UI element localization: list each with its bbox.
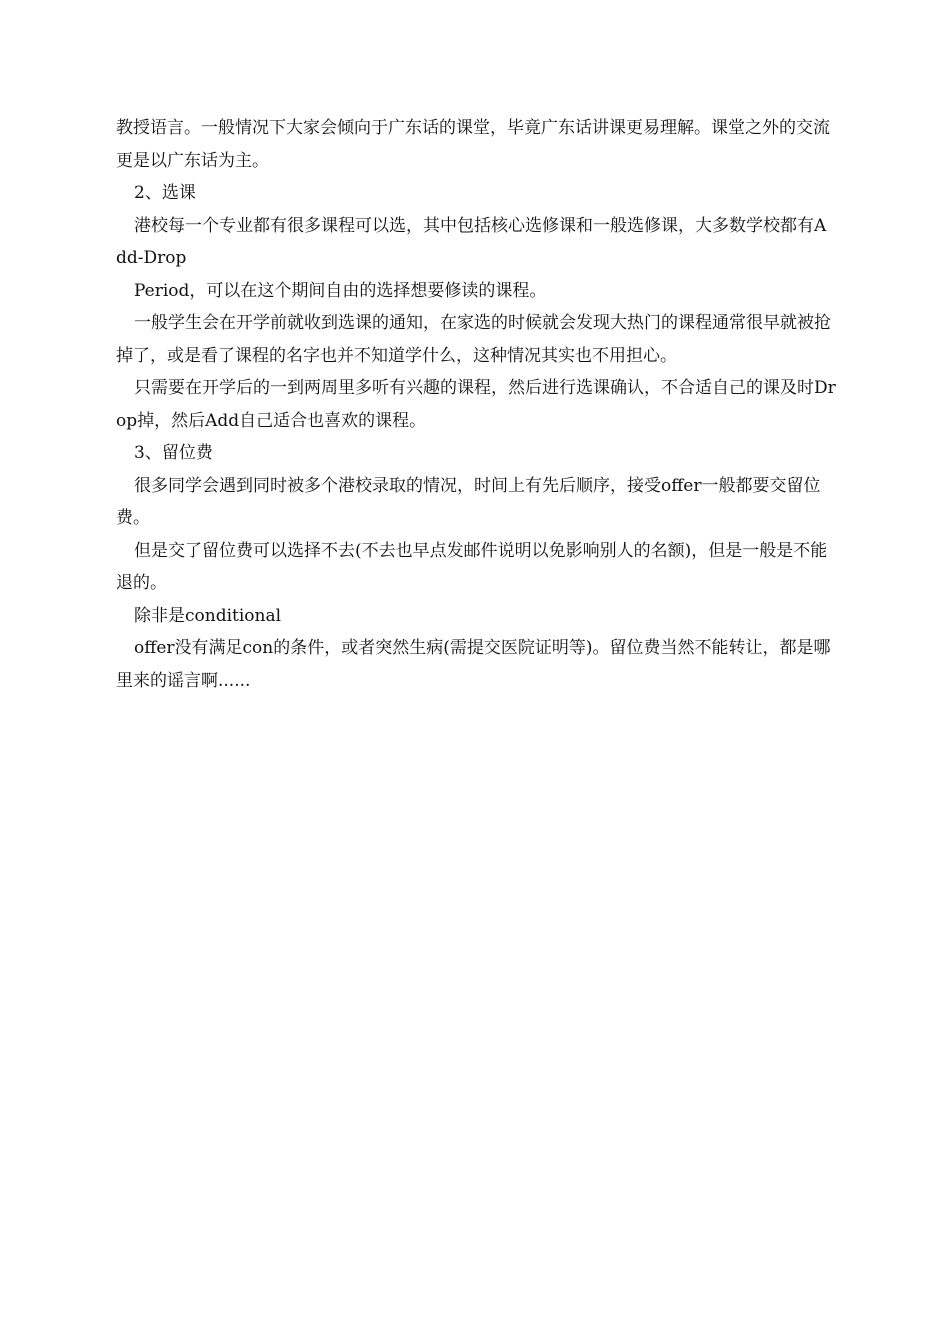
paragraph-conditional-offer: offer没有满足con的条件，或者突然生病(需提交医院证明等)。留位费当然不能转让，都是哪里来的谣言啊......: [116, 638, 831, 691]
paragraph-multiple-offers: 很多同学会遇到同时被多个港校录取的情况，时间上有先后顺序，接受offer一般都要交留位费。: [116, 475, 821, 528]
paragraph-selection-notice: 一般学生会在开学前就收到选课的通知，在家选的时候就会发现大热门的课程通常很早就被抢掉了，或是看了课程的名字也并不知道学什么，这种情况其实也不用担心。: [116, 313, 831, 366]
paragraph-audit-courses: 只需要在开学后的一到两周里多听有兴趣的课程，然后进行选课确认，不合适自己的课及时Drop掉，然后Add自己适合也喜欢的课程。: [116, 378, 836, 431]
paragraph-add-drop-period: Period，可以在这个期间自由的选择想要修读的课程。: [134, 280, 547, 301]
paragraph-course-options: 港校每一个专业都有很多课程可以选，其中包括核心选修课和一般选修课，大多数学校都有Add-Drop: [116, 215, 827, 268]
document-body: [116, 112, 836, 697]
paragraph-conditional: 除非是conditional: [134, 605, 282, 626]
paragraph-teaching-language: 教授语言。一般情况下大家会倾向于广东话的课堂，毕竟广东话讲课更易理解。课堂之外的交流更是以广东话为主。: [116, 118, 830, 171]
section-heading-course-selection: 2、选课: [134, 183, 196, 203]
paragraph-deposit-nonrefundable: 但是交了留位费可以选择不去(不去也早点发邮件说明以免影响别人的名额)，但是一般是不能退的。: [116, 540, 828, 593]
section-heading-deposit: 3、留位费: [134, 443, 213, 463]
